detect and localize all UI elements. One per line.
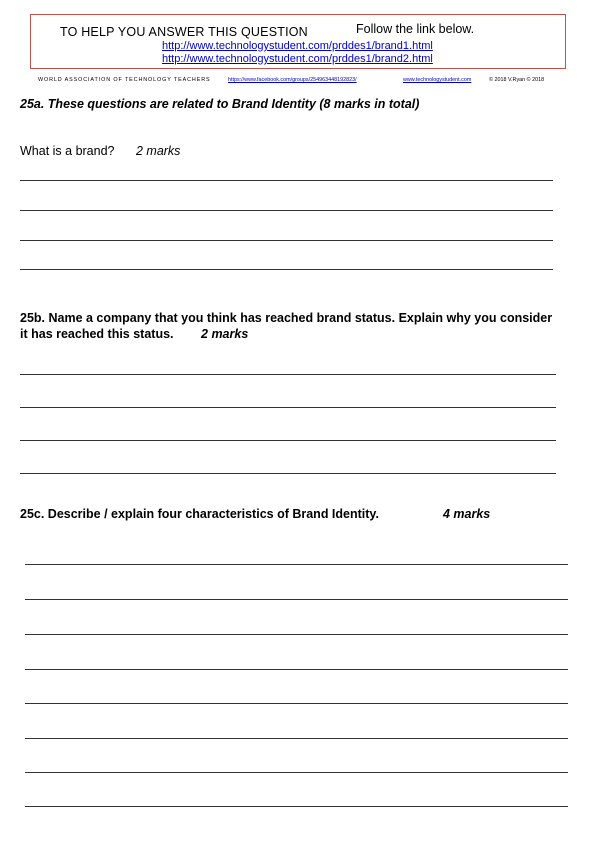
- q25a-question: [20, 144, 180, 158]
- help-text: TO HELP YOU ANSWER THIS QUESTION: [60, 25, 308, 39]
- q25a-marks: 2 marks: [135, 144, 181, 158]
- follow-text: Follow the link below.: [356, 22, 475, 36]
- answer-line-a4[interactable]: [20, 269, 553, 270]
- answer-line-c6[interactable]: [25, 738, 568, 739]
- q25b-marks: 2 marks: [201, 327, 249, 341]
- q25b-question: [20, 310, 560, 342]
- answer-line-c2[interactable]: [25, 599, 568, 600]
- brand2-link[interactable]: http://www.technologystudent.com/prddes1/brand2.html: [162, 53, 433, 65]
- q25a-question-text: What is a brand?: [20, 144, 115, 158]
- answer-line-a3[interactable]: [20, 240, 553, 241]
- answer-line-b1[interactable]: [20, 374, 556, 375]
- answer-line-c4[interactable]: [25, 669, 568, 670]
- answer-line-b2[interactable]: [20, 407, 556, 408]
- q25a-title: 25a. These questions are related to Brand Identity (8 marks in total): [20, 97, 420, 111]
- association-text: WORLD ASSOCIATION OF TECHNOLOGY TEACHERS: [38, 77, 211, 83]
- q25c-question: 25c. Describe / explain four characteristics of Brand Identity.: [20, 507, 379, 521]
- answer-line-a2[interactable]: [20, 210, 553, 211]
- answer-line-b4[interactable]: [20, 473, 556, 474]
- answer-line-c1[interactable]: [25, 564, 568, 565]
- answer-line-c8[interactable]: [25, 806, 568, 807]
- copyright-text: © 2018 V.Ryan © 2018: [489, 77, 545, 83]
- q25c-marks: 4 marks: [443, 507, 491, 521]
- answer-line-c5[interactable]: [25, 703, 568, 704]
- q25b-question-text: 25b. Name a company that you think has reached brand status. Explain why you consider it has reached this status.: [20, 311, 553, 341]
- brand1-link[interactable]: http://www.technologystudent.com/prddes1/brand1.html: [162, 40, 433, 52]
- answer-line-b3[interactable]: [20, 440, 556, 441]
- facebook-link[interactable]: https://www.facebook.com/groups/254963448192823/: [228, 77, 357, 83]
- site-link[interactable]: www.technologystudent.com: [403, 77, 472, 83]
- answer-line-c3[interactable]: [25, 634, 568, 635]
- answer-line-a1[interactable]: [20, 180, 553, 181]
- answer-line-c7[interactable]: [25, 772, 568, 773]
